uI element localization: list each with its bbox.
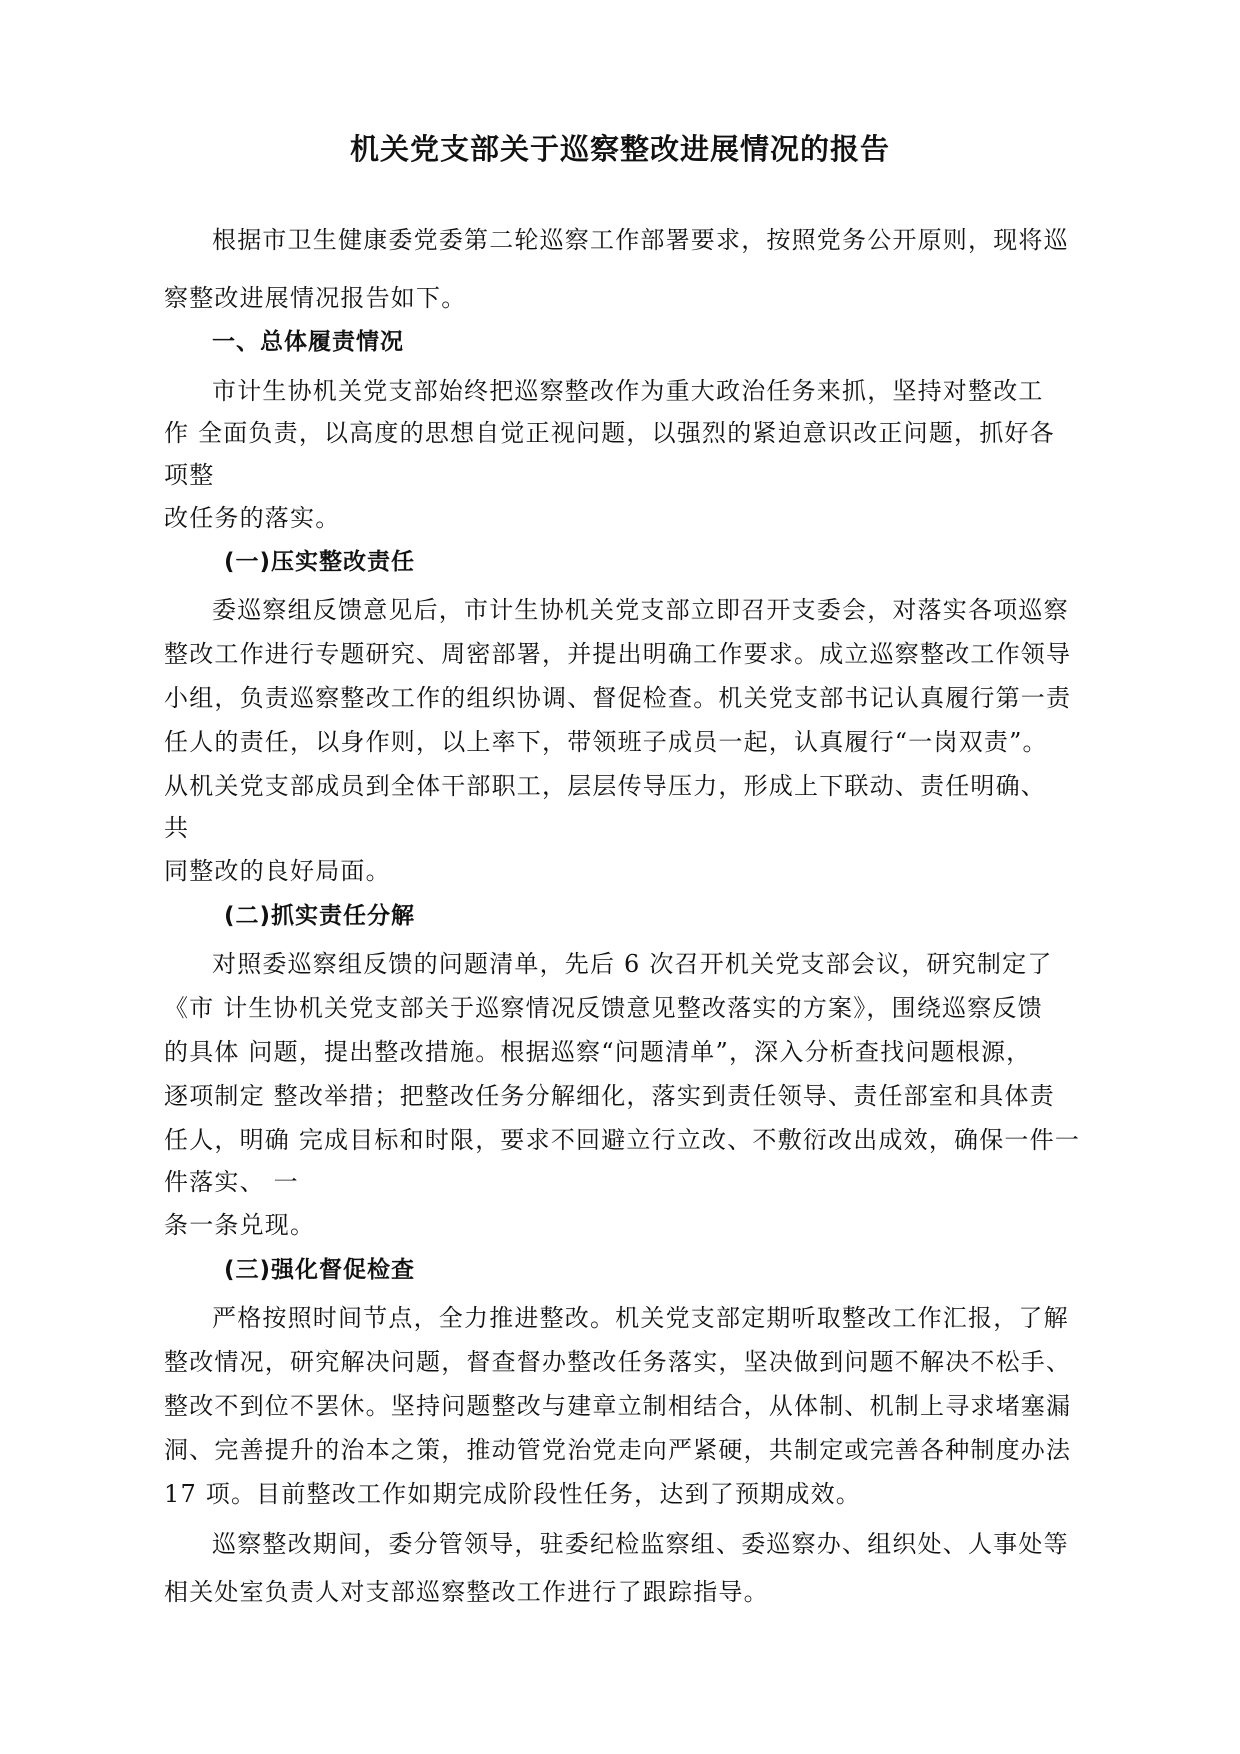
section1-line-4: 改任务的落实。 (164, 504, 341, 532)
sub2-heading: (二)抓实责任分解 (224, 903, 416, 929)
section1-heading: 一、总体履责情况 (212, 329, 404, 355)
sub2-line-2: 《市 计生协机关党支部关于巡察情况反馈意见整改落实的方案》，围绕巡察反馈 (164, 994, 1043, 1022)
section1-line-3: 项整 (164, 461, 215, 489)
closing-line-1: 巡察整改期间，委分管领导，驻委纪检监察组、委巡察办、组织处、人事处等 (212, 1530, 1069, 1558)
sub3-line-1: 严格按照时间节点，全力推进整改。机关党支部定期听取整改工作汇报，了解 (212, 1304, 1069, 1332)
sub2-line-5: 任人，明确 完成目标和时限，要求不回避立行立改、不敷衍改出成效，确保一件一 (164, 1126, 1081, 1154)
sub3-line-5: 17 项。目前整改工作如期完成阶段性任务，达到了预期成效。 (164, 1480, 861, 1508)
sub1-line-2: 整改工作进行专题研究、周密部署，并提出明确工作要求。成立巡察整改工作领导 (164, 640, 1072, 668)
intro-line-2: 察整改进展情况报告如下。 (164, 284, 467, 312)
sub1-line-4: 任人的责任，以身作则，以上率下，带领班子成员一起，认真履行“一岗双责”。 (164, 728, 1048, 756)
sub2-line-7: 条一条兑现。 (164, 1211, 316, 1239)
sub2-line-4: 逐项制定 整改举措；把整改任务分解细化，落实到责任领导、责任部室和具体责 (164, 1082, 1055, 1110)
sub3-line-4: 洞、完善提升的治本之策，推动管党治党走向严紧硬，共制定或完善各种制度办法 (164, 1436, 1072, 1464)
intro-line-1: 根据市卫生健康委党委第二轮巡察工作部署要求，按照党务公开原则，现将巡 (212, 226, 1069, 254)
sub1-line-1: 委巡察组反馈意见后，市计生协机关党支部立即召开支委会，对落实各项巡察 (212, 596, 1069, 624)
sub3-heading: (三)强化督促检查 (224, 1257, 416, 1283)
sub2-line-3: 的具体 问题，提出整改措施。根据巡察“问题清单”，深入分析查找问题根源， (164, 1038, 1032, 1066)
sub3-line-3: 整改不到位不罢休。坚持问题整改与建章立制相结合，从体制、机制上寻求堵塞漏 (164, 1392, 1072, 1420)
sub1-line-3: 小组，负责巡察整改工作的组织协调、督促检查。机关党支部书记认真履行第一责 (164, 684, 1072, 712)
sub1-heading: (一)压实整改责任 (224, 549, 416, 575)
sub1-line-5: 从机关党支部成员到全体干部职工，层层传导压力，形成上下联动、责任明确、 (164, 772, 1046, 800)
document-title: 机关党支部关于巡察整改进展情况的报告 (349, 132, 890, 166)
section1-line-1: 市计生协机关党支部始终把巡察整改作为重大政治任务来抓，坚持对整改工 (212, 377, 1044, 405)
sub3-line-2: 整改情况，研究解决问题，督查督办整改任务落实，坚决做到问题不解决不松手、 (164, 1348, 1072, 1376)
sub1-line-7: 同整改的良好局面。 (164, 857, 391, 885)
closing-line-2: 相关处室负责人对支部巡察整改工作进行了跟踪指导。 (164, 1578, 769, 1606)
sub2-line-6: 件落实、 一 (164, 1168, 299, 1196)
sub2-line-1: 对照委巡察组反馈的问题清单，先后 6 次召开机关党支部会议，研究制定了 (212, 950, 1053, 978)
sub1-line-6: 共 (164, 814, 190, 842)
section1-line-2: 作 全面负责，以高度的思想自觉正视问题，以强烈的紧迫意识改正问题，抓好各 (164, 419, 1055, 447)
